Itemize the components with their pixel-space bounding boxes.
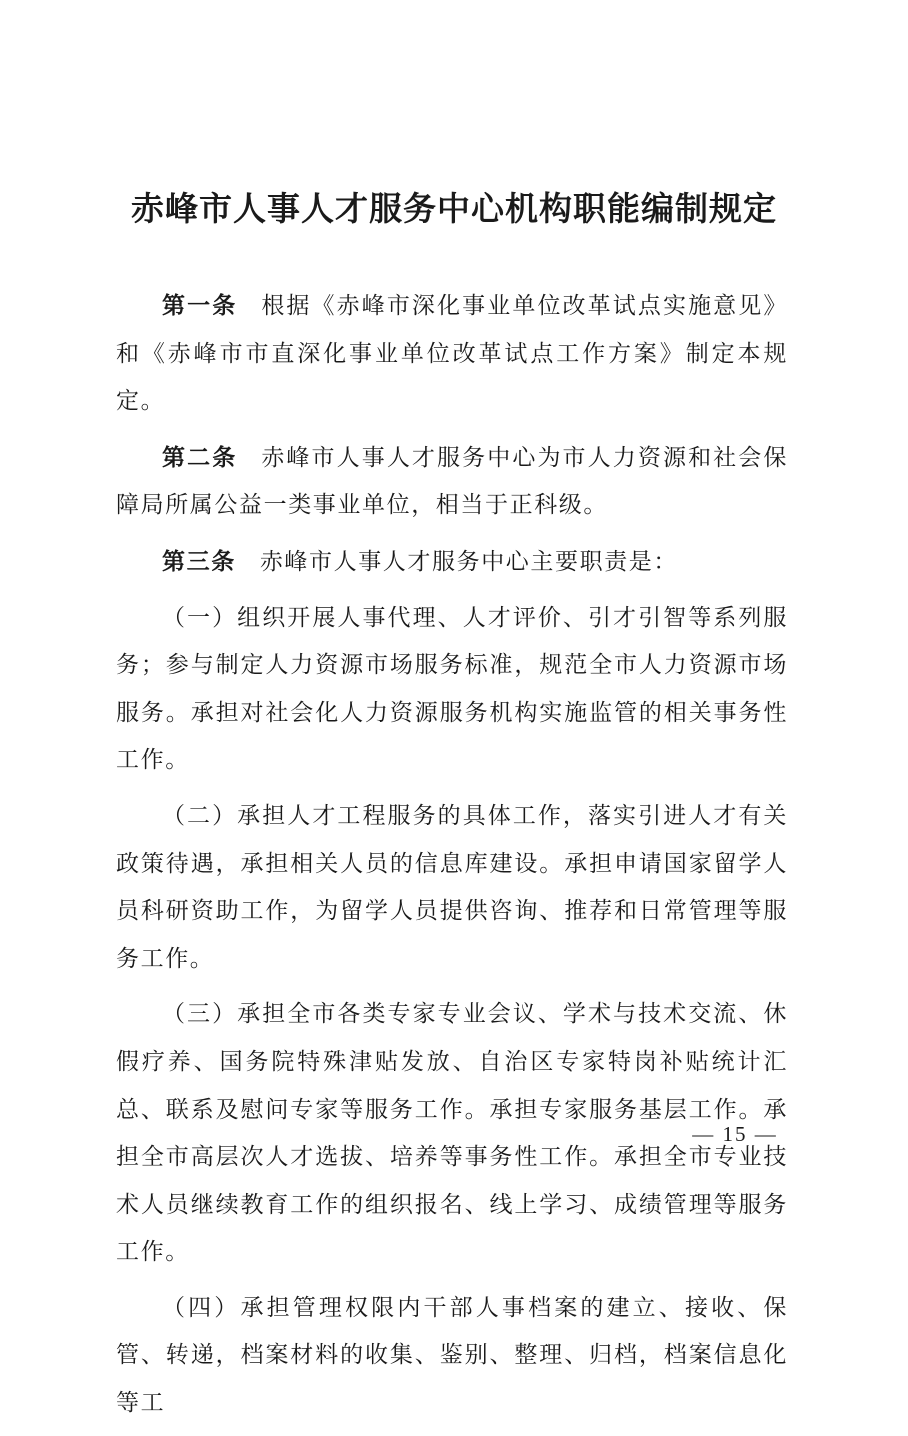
article-text: 赤峰市人事人才服务中心主要职责是： (259, 548, 679, 575)
article-3 (116, 538, 788, 587)
duty-item-3: （三）承担全市各类专家专业会议、学术与技术交流、休假疗养、国务院特殊津贴发放、自治区专家特岗补贴统计汇总、联系及慰问专家等服务工作。承担专家服务基层工作。承担全市高层次人才选拔、培养等事务性工作。承担全市专业技术人员继续教育工作的组织报名、线上学习、成绩管理等服务工作。 (116, 1001, 788, 1266)
article-text: 根据《赤峰市深化事业单位改革试点实施意见》和《赤峰市市直深化事业单位改革试点工作方案》制定本规定。 (116, 293, 788, 415)
article-2 (116, 434, 788, 530)
article-label: 第二条 (162, 443, 238, 471)
document-title: 赤峰市人事人才服务中心机构职能编制规定 (131, 189, 777, 228)
duty-item-2: （二）承担人才工程服务的具体工作，落实引进人才有关政策待遇，承担相关人员的信息库建设。承担申请国家留学人员科研资助工作，为留学人员提供咨询、推荐和日常管理等服务工作。 (116, 802, 788, 972)
duty-item-4: （四）承担管理权限内干部人事档案的建立、接收、保管、转递，档案材料的收集、鉴别、整理、归档，档案信息化等工 (116, 1294, 788, 1417)
article-text: 赤峰市人事人才服务中心为市人力资源和社会保障局所属公益一类事业单位，相当于正科级。 (116, 444, 788, 519)
article-label: 第一条 (162, 292, 238, 319)
document-body (116, 282, 788, 1436)
article-label: 第三条 (162, 547, 236, 575)
duty-item-1: （一）组织开展人事代理、人才评价、引才引智等系列服务；参与制定人力资源市场服务标准，规范全市人力资源市场服务。承担对社会化人力资源服务机构实施监管的相关事务性工作。 (116, 604, 788, 774)
page-number: — 15 — (692, 1122, 778, 1146)
article-1 (116, 282, 788, 426)
